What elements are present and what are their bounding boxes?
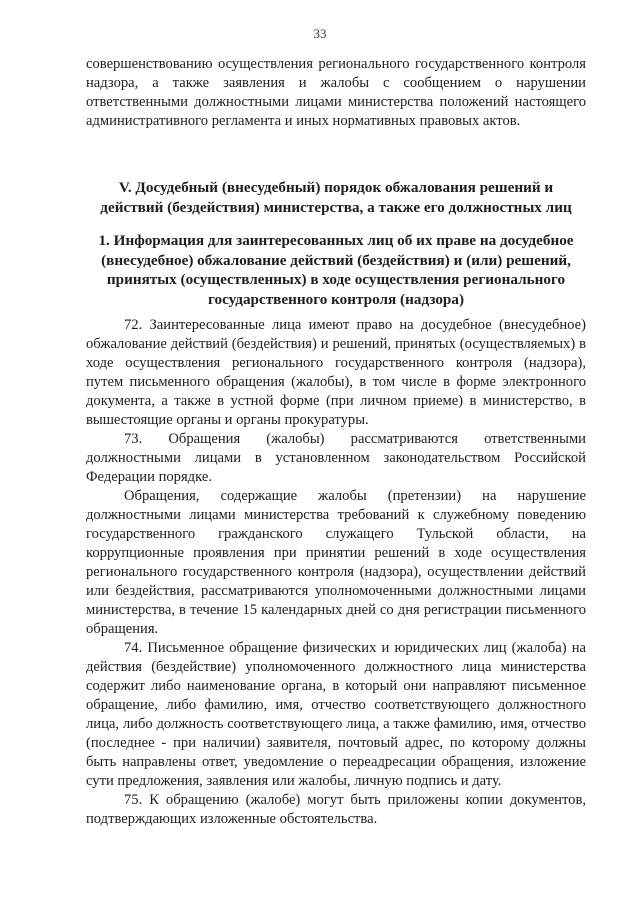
paragraph-73: 73. Обращения (жалобы) рассматриваются ответственными должностными лицами в установленном законодательством Российской Федерации порядке. — [86, 431, 586, 485]
page-number: 33 — [313, 26, 327, 41]
paragraph-73-continued: Обращения, содержащие жалобы (претензии) на нарушение должностными лицами министерства требований к служебному поведению государственного гражданского служащего Тульской области, на коррупционные проявления при принятии решений в ходе осуществления регионального государственного контроля (надзора), осуществлении действий или бездействия, рассматриваются уполномоченными должностными лицами министерства, в течение 15 календарных дней со дня регистрации письменного обращения. — [86, 488, 586, 637]
paragraph-72: 72. Заинтересованные лица имеют право на досудебное (внесудебное) обжалование действий (бездействия) и решений, принятых (осуществляемых) в ходе осуществления регионального государственного контроля (надзора), путем письменного обращения (жалобы), в том числе в форме электронного документа, а также в устной форме (при личном приеме) в министерство, в вышестоящие органы и органы прокуратуры. — [86, 317, 586, 428]
paragraph-74: 74. Письменное обращение физических и юридических лиц (жалоба) на действия (бездействие) уполномоченного должностного лица министерства содержит либо наименование органа, в который они направляют письменное обращение, либо фамилию, имя, отчество соответствующего должностного лица, либо должность соответствующего лица, а также фамилию, имя, отчество (последнее - при наличии) заявителя, почтовый адрес, по которому должны быть направлены ответ, уведомление о переадресации обращения, изложение сути предложения, заявления или жалобы, личную подпись и дату. — [86, 640, 586, 789]
intro-paragraph: совершенствованию осуществления регионального государственного контроля надзора, а также заявления и жалобы с сообщением о нарушении ответственными должностными лицами министерства положений настоящего административного регламента и иных нормативных правовых актов. — [86, 56, 586, 129]
section-heading: V. Досудебный (внесудебный) порядок обжалования решений и действий (бездействия) министерства, а также его должностных лиц — [100, 179, 572, 216]
body-text — [86, 316, 586, 829]
subsection-heading: 1. Информация для заинтересованных лиц об их праве на досудебное (внесудебное) обжалование действий (бездействия) и (или) решений, принятых (осуществленных) в ходе осуществления регионального государственного контроля (надзора) — [98, 232, 574, 308]
intro-paragraph-block — [86, 55, 586, 131]
paragraph-75: 75. К обращению (жалобе) могут быть приложены копии документов, подтверждающих изложенные обстоятельства. — [86, 792, 586, 827]
